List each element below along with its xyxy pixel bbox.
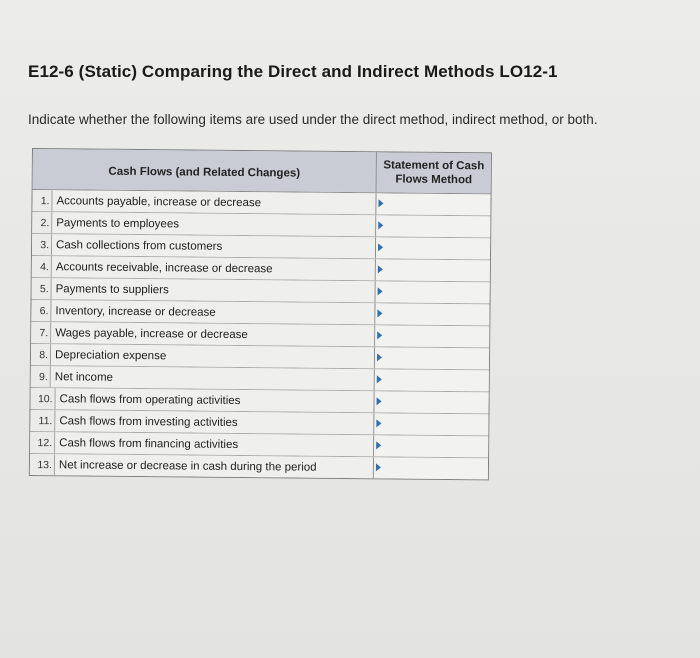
row-label: Cash flows from financing activities (55, 432, 374, 456)
row-label: Accounts receivable, increase or decrease (52, 256, 376, 280)
row-label: Accounts payable, increase or decrease (52, 190, 376, 214)
row-label: Wages payable, increase or decrease (51, 322, 375, 346)
dropdown-caret-icon (376, 419, 381, 427)
method-dropdown[interactable] (375, 325, 489, 347)
dropdown-caret-icon (378, 243, 383, 251)
row-number: 4. (32, 256, 52, 277)
row-label: Payments to suppliers (52, 278, 376, 302)
header-statement-method-text (383, 158, 484, 187)
row-number: 9. (31, 366, 51, 387)
row-label: Cash flows from operating activities (55, 388, 374, 412)
dropdown-caret-icon (378, 199, 383, 207)
row-label: Payments to employees (52, 212, 376, 236)
table-header (33, 149, 491, 194)
row-number: 2. (32, 212, 52, 233)
dropdown-caret-icon (377, 309, 382, 317)
method-dropdown[interactable] (374, 457, 488, 479)
header-line-1: Statement of Cash (383, 159, 485, 173)
row-label: Depreciation expense (51, 344, 375, 368)
method-dropdown[interactable] (376, 193, 490, 215)
method-dropdown[interactable] (375, 347, 489, 369)
dropdown-caret-icon (376, 441, 381, 449)
table-body (30, 190, 491, 479)
instruction-text: Indicate whether the following items are used under the direct method, indirect method, or both. (28, 112, 598, 127)
dropdown-caret-icon (378, 221, 383, 229)
row-number: 3. (32, 234, 52, 255)
method-dropdown[interactable] (374, 413, 488, 435)
method-dropdown[interactable] (376, 281, 490, 303)
row-label: Net increase or decrease in cash during the period (55, 454, 374, 478)
header-line-2: Flows Method (395, 173, 473, 187)
dropdown-caret-icon (378, 287, 383, 295)
method-dropdown[interactable] (375, 369, 489, 391)
header-statement-method (377, 152, 491, 193)
method-dropdown[interactable] (376, 215, 490, 237)
method-dropdown[interactable] (375, 303, 489, 325)
dropdown-caret-icon (377, 331, 382, 339)
dropdown-caret-icon (377, 353, 382, 361)
row-number: 11. (30, 410, 55, 431)
row-number: 7. (31, 322, 51, 343)
exercise-title: E12-6 (Static) Comparing the Direct and Indirect Methods LO12-1 (28, 62, 558, 81)
method-dropdown[interactable] (376, 259, 490, 281)
dropdown-caret-icon (378, 265, 383, 273)
row-label: Cash collections from customers (52, 234, 376, 258)
table-row (30, 454, 488, 479)
dropdown-caret-icon (377, 397, 382, 405)
row-number: 10. (30, 388, 55, 409)
row-number: 13. (30, 454, 55, 475)
row-label: Cash flows from investing activities (55, 410, 374, 434)
row-label: Net income (51, 366, 375, 390)
method-dropdown[interactable] (376, 237, 490, 259)
dropdown-caret-icon (376, 463, 381, 471)
row-number: 8. (31, 344, 51, 365)
row-number: 6. (31, 300, 51, 321)
method-dropdown[interactable] (374, 391, 488, 413)
row-number: 1. (32, 190, 52, 211)
row-number: 5. (32, 278, 52, 299)
dropdown-caret-icon (377, 375, 382, 383)
row-number: 12. (30, 432, 55, 453)
header-cash-flows: Cash Flows (and Related Changes) (33, 149, 377, 192)
row-label: Inventory, increase or decrease (51, 300, 375, 324)
method-dropdown[interactable] (374, 435, 488, 457)
cash-flow-table (29, 148, 492, 480)
